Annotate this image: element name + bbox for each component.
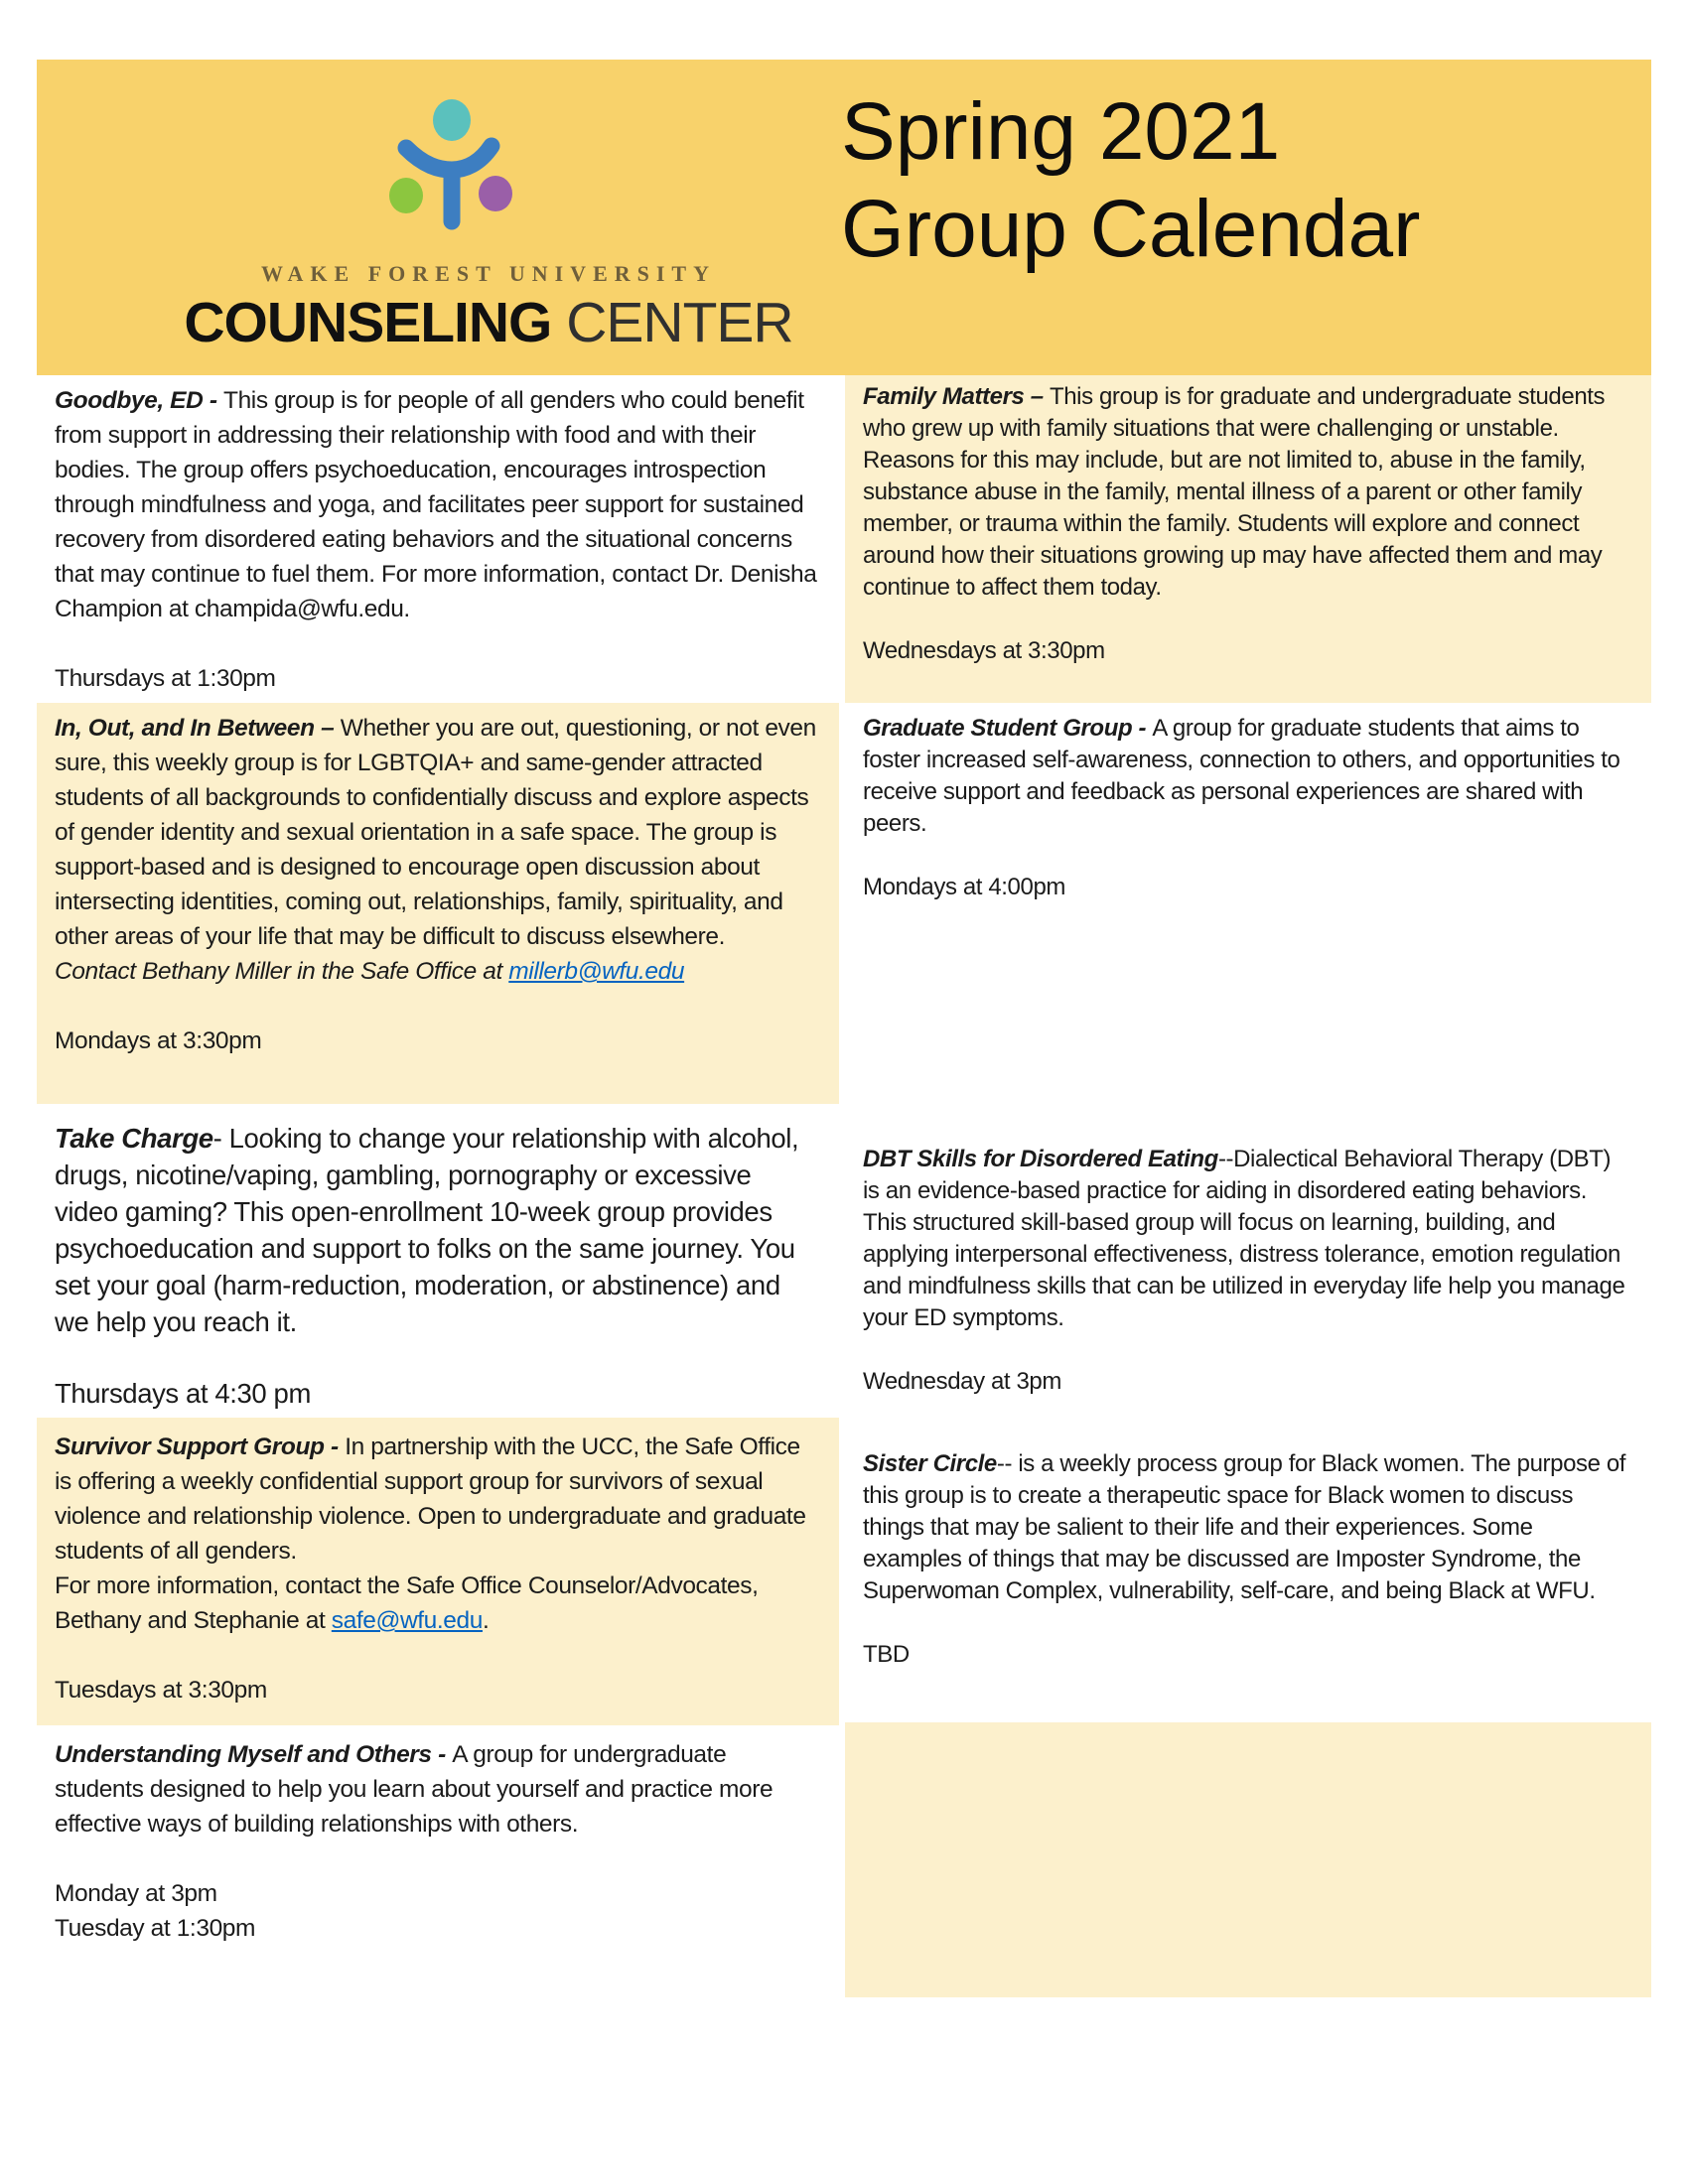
group-block-goodbye-ed xyxy=(37,375,839,703)
group-title: Take Charge xyxy=(55,1123,213,1154)
group-block-family-matters xyxy=(845,375,1651,703)
email-link-safe[interactable]: safe@wfu.edu xyxy=(331,1607,483,1634)
page-title-line2: Group Calendar xyxy=(841,184,1421,274)
right-column xyxy=(845,375,1651,2184)
counseling-center-wordmark xyxy=(104,290,873,355)
group-title: Graduate Student Group xyxy=(863,715,1133,742)
meeting-time: Mondays at 4:00pm xyxy=(863,874,1065,900)
meeting-time: Wednesdays at 3:30pm xyxy=(863,637,1105,664)
group-block-dbt-skills xyxy=(845,1120,1651,1433)
group-description: Understanding Myself and Others - A group for undergraduate students designed to help you learn about yourself and practice more effective ways of building relationships with others. xyxy=(55,1741,774,1838)
page-title-line1: Spring 2021 xyxy=(841,86,1281,177)
group-listings xyxy=(37,375,1651,2184)
page-title xyxy=(841,83,1420,278)
group-title: In, Out, and In Between xyxy=(55,715,315,742)
meeting-time: Wednesday at 3pm xyxy=(863,1368,1061,1395)
header-banner xyxy=(37,60,1651,375)
wordmark-counseling: COUNSELING xyxy=(184,291,552,354)
meeting-time: Thursdays at 4:30 pm xyxy=(55,1378,311,1409)
group-description: In, Out, and In Between – Whether you are out, questioning, or not even sure, this weekly group is for LGBTQIA+ and same-gender attracted students of all backgrounds to confidentially discuss and explore aspects of gender identity and sexual orientation in a safe space. The group is support-based and is designed to encourage open discussion about intersecting identities, coming out, relationships, family, spirituality, and other areas of your life that may be difficult to discuss elsewhere. xyxy=(55,715,816,950)
university-name: WAKE FOREST UNIVERSITY xyxy=(260,261,716,286)
meeting-time: Mondays at 3:30pm xyxy=(55,1027,262,1054)
contact-line: Contact Bethany Miller in the Safe Office at millerb@wfu.edu xyxy=(55,958,685,985)
empty-highlight-block xyxy=(845,1722,1651,1997)
group-description: Family Matters – This group is for graduate and undergraduate students who grew up with family situations that were challenging or unstable. Reasons for this may include, but are not limited to, abuse in the family, substance abuse in the family, mental illness of a parent or other family member, or trauma within the family. Students will explore and connect around how their situations growing up may have affected them and may continue to affect them today. xyxy=(863,383,1606,601)
meeting-time: Tuesdays at 3:30pm xyxy=(55,1677,267,1704)
meeting-time: Monday at 3pm xyxy=(55,1880,217,1907)
group-description: Take Charge- Looking to change your relationship with alcohol, drugs, nicotine/vaping, gambling, pornography or excessive video gaming? This open-enrollment 10-week group provides psychoeducation and support to folks on the same journey. You set your goal (harm-reduction, moderation, or abstinence) and we help you reach it. xyxy=(55,1123,799,1337)
group-title: Understanding Myself and Others xyxy=(55,1741,432,1768)
contact-line: For more information, contact the Safe Office Counselor/Advocates, Bethany and Stephanie at safe@wfu.edu. xyxy=(55,1572,759,1634)
group-title: Survivor Support Group xyxy=(55,1433,325,1460)
group-block-in-out-in-between xyxy=(37,703,839,1104)
wordmark-center: CENTER xyxy=(566,291,793,354)
group-title: Goodbye, ED xyxy=(55,387,204,414)
email-link-millerb[interactable]: millerb@wfu.edu xyxy=(508,958,685,985)
group-description: Survivor Support Group - In partnership with the UCC, the Safe Office is offering a weekly confidential support group for survivors of sexual violence and relationship violence. Open to undergraduate and graduate students of all genders. xyxy=(55,1433,806,1565)
group-description: Goodbye, ED - This group is for people of all genders who could benefit from support in addressing their relationship with food and with their bodies. The group offers psychoeducation, encourages introspection through mindfulness and yoga, and facilitates peer support for sustained recovery from disordered eating behaviors and the situational concerns that may continue to fuel them. For more information, contact Dr. Denisha Champion at champida@wfu.edu. xyxy=(55,387,817,622)
meeting-time: Thursdays at 1:30pm xyxy=(55,665,276,692)
group-block-survivor-support xyxy=(37,1418,839,1725)
group-title: Family Matters xyxy=(863,383,1025,410)
group-description: Graduate Student Group - A group for graduate students that aims to foster increased self-awareness, connection to others, and opportunities to receive support and feedback as personal experiences are shared with peers. xyxy=(863,715,1620,837)
group-block-graduate-student xyxy=(845,703,1651,1120)
group-description: Sister Circle-- is a weekly process group for Black women. The purpose of this group is to create a therapeutic space for Black women to discuss things that may be salient to their life and their experiences. Some examples of things that may be discussed are Imposter Syndrome, the Superwoman Complex, vulnerability, self-care, and being Black at WFU. xyxy=(863,1450,1626,1604)
meeting-time: Tuesday at 1:30pm xyxy=(55,1915,256,1942)
group-description: DBT Skills for Disordered Eating--Dialectical Behavioral Therapy (DBT) is an evidence-based practice for aiding in disordered eating behaviors. This structured skill-based group will focus on learning, building, and applying interpersonal effectiveness, distress tolerance, emotion regulation and mindfulness skills that can be utilized in everyday life help you manage your ED symptoms. xyxy=(863,1146,1625,1331)
counseling-center-logo-icon xyxy=(389,94,514,235)
left-column xyxy=(37,375,839,2184)
group-block-understanding-myself xyxy=(37,1725,839,2184)
group-title: DBT Skills for Disordered Eating xyxy=(863,1146,1218,1172)
group-title: Sister Circle xyxy=(863,1450,997,1477)
meeting-time: TBD xyxy=(863,1641,910,1668)
group-block-sister-circle xyxy=(845,1433,1651,1722)
group-block-take-charge xyxy=(37,1104,839,1418)
